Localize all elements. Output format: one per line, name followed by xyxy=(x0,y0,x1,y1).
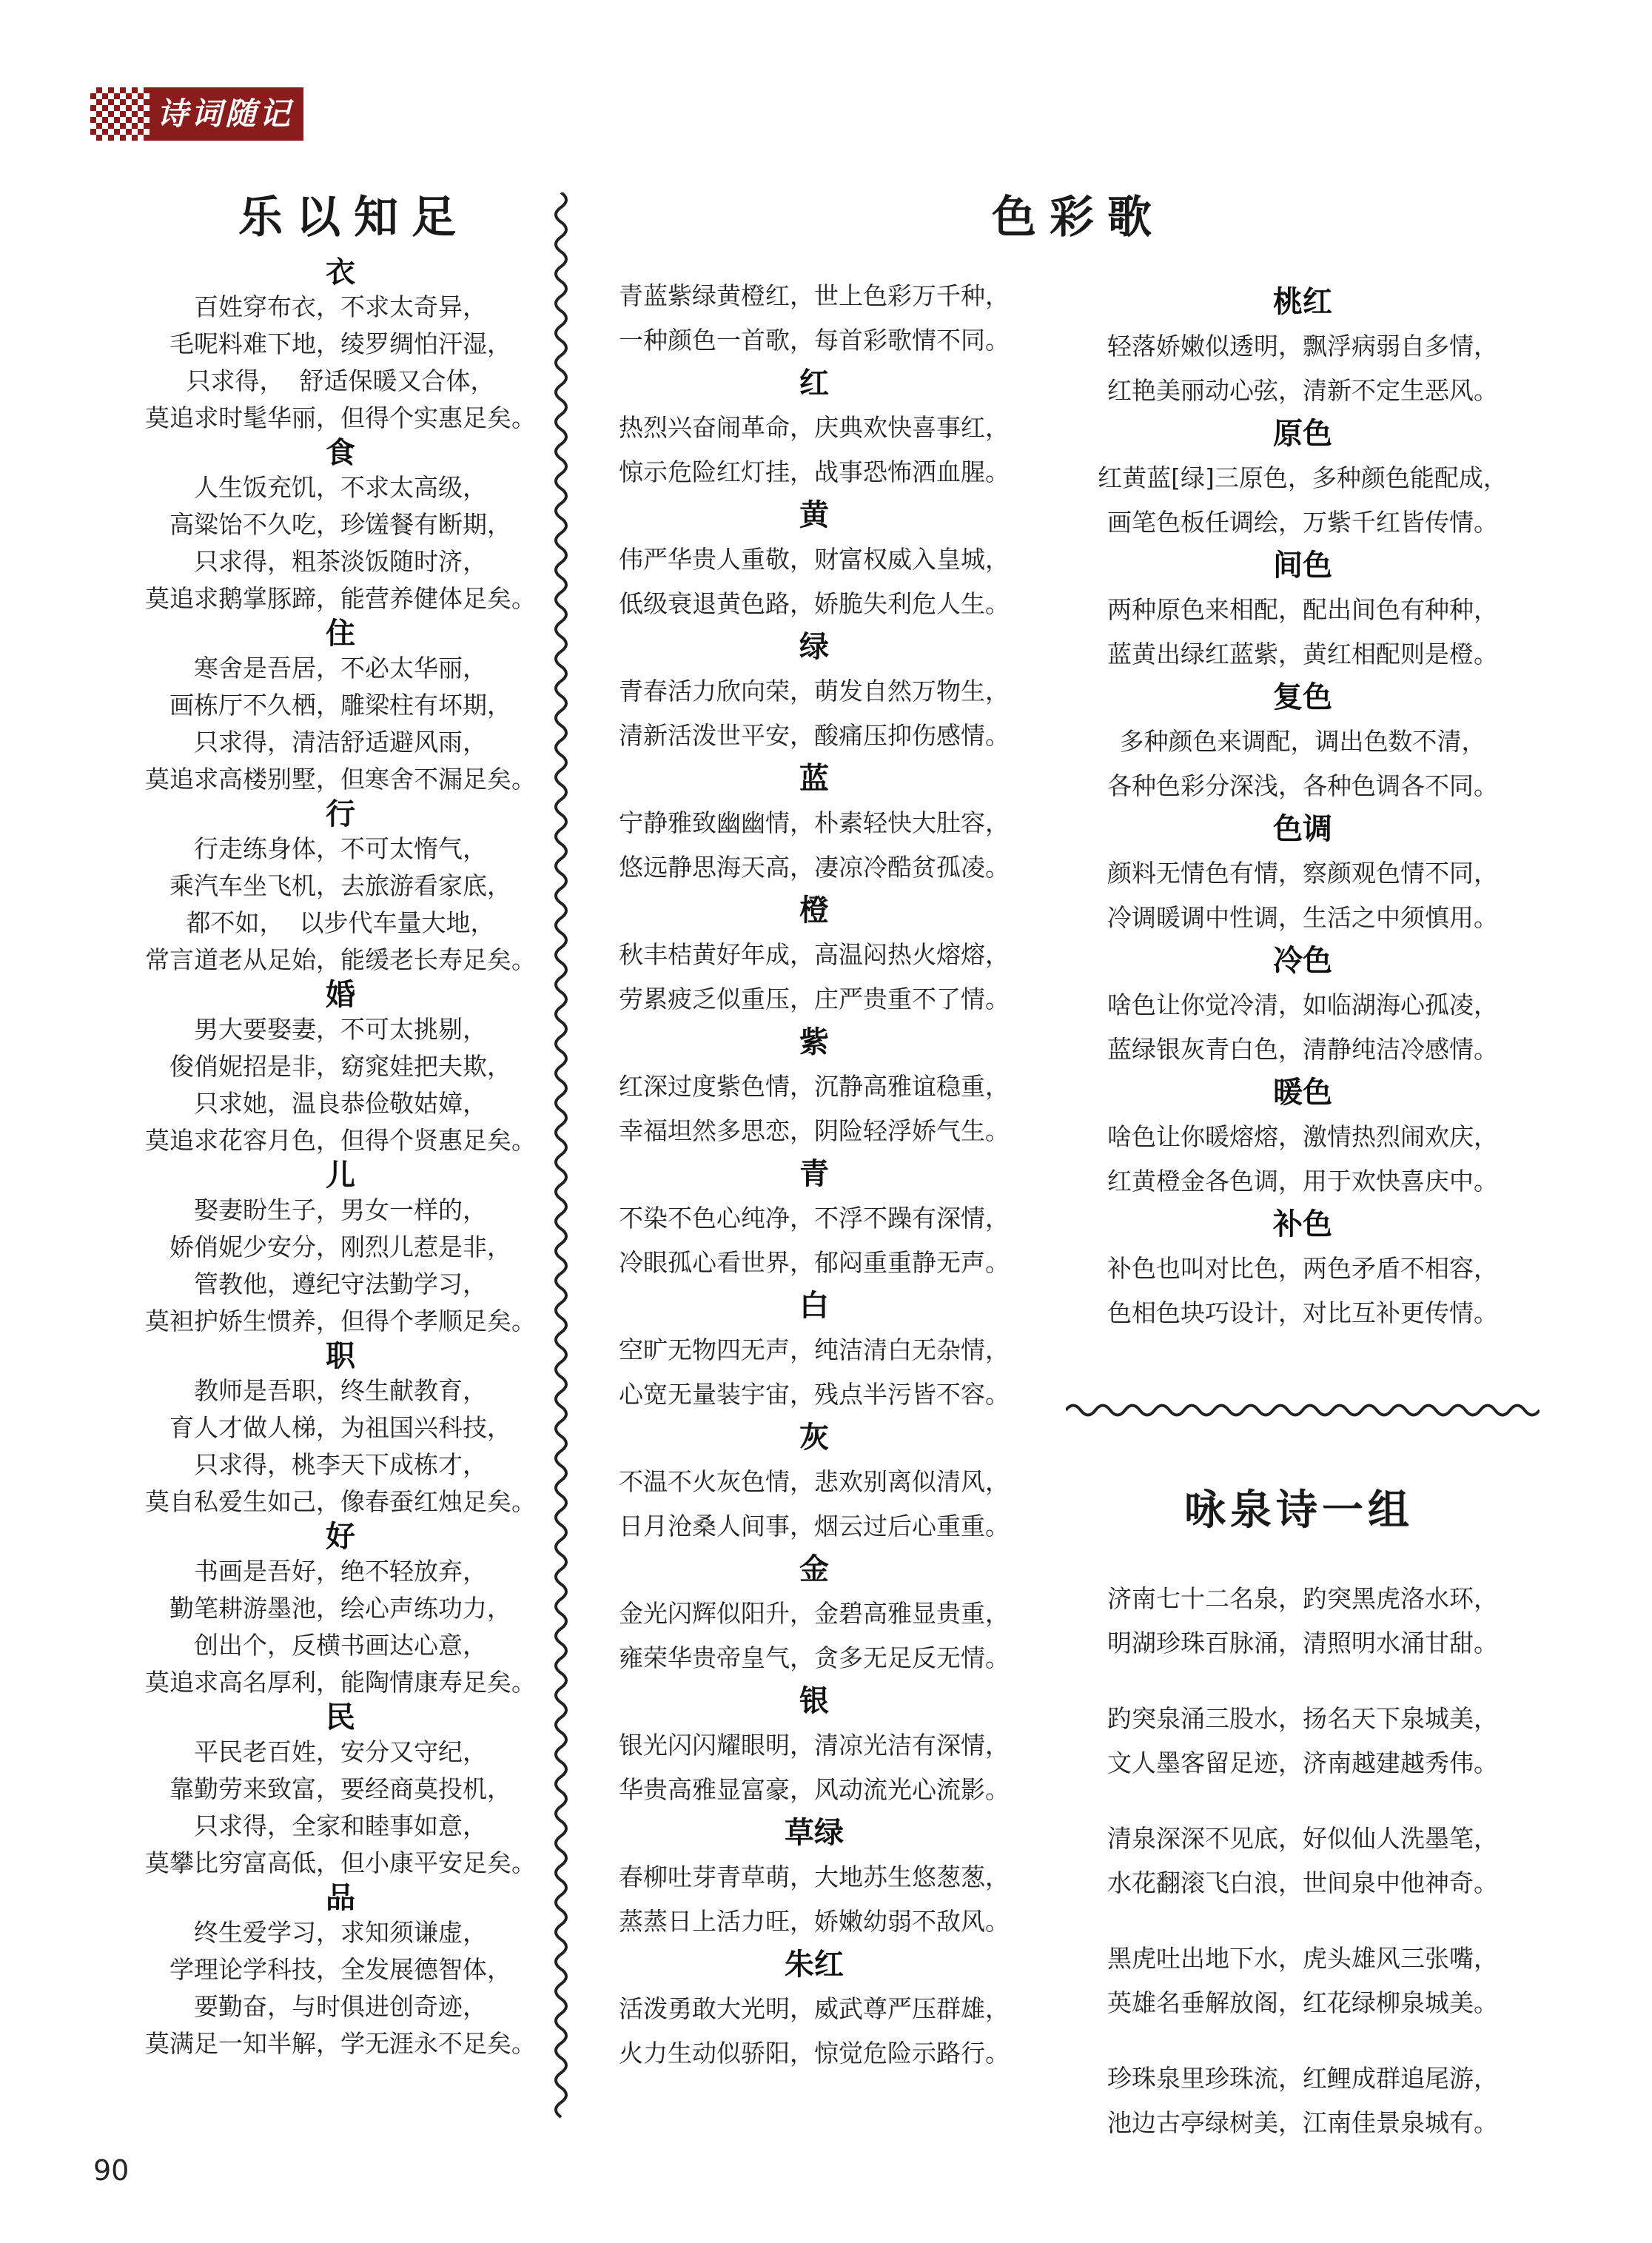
poem-line: 只求她，温良恭俭敬姑嫜， xyxy=(194,1089,487,1118)
section-heading: 好 xyxy=(326,1520,355,1554)
poem-line: 各种色彩分深浅，各种色调各不同。 xyxy=(1107,771,1498,800)
color-heading: 桃红 xyxy=(1273,285,1332,319)
poem-line: 只求得，桃李天下成栋才， xyxy=(194,1450,487,1479)
poem-line: 画栋厅不久栖，雕梁柱有坏期， xyxy=(169,691,511,720)
poem-line: 莫追求鹅掌豚蹄，能营养健体足矣。 xyxy=(145,584,536,613)
poem-line: 俊俏妮招是非，窈窕娃把夫欺， xyxy=(169,1052,511,1081)
poem-line: 明湖珍珠百脉涌，清照明水涌甘甜。 xyxy=(1107,1629,1498,1657)
color-heading: 草绿 xyxy=(785,1816,844,1850)
poem-line: 水花翻滚飞白浪，世间泉中他神奇。 xyxy=(1107,1868,1498,1897)
poem-line: 蓝黄出绿红蓝紫，黄红相配则是橙。 xyxy=(1107,640,1498,668)
color-heading: 黄 xyxy=(799,498,829,532)
right-poem-body xyxy=(1066,280,1539,1335)
intro-line: 青蓝紫绿黄橙红，世上色彩万千种， xyxy=(619,281,1010,310)
poem-line: 文人墨客留足迹，济南越建越秀伟。 xyxy=(1107,1749,1498,1777)
poem-line: 靠勤劳来致富，要经商莫投机， xyxy=(169,1774,511,1803)
vertical-wavy-divider xyxy=(548,192,574,2132)
poem-line: 金光闪辉似阳升，金碧高雅显贵重， xyxy=(619,1599,1010,1628)
poem-line: 学理论学科技，全发展德智体， xyxy=(169,1955,511,1984)
poem-line: 创出个，反横书画达心意， xyxy=(194,1631,487,1660)
poem-line: 冷调暖调中性调，生活之中须慎用。 xyxy=(1107,903,1498,932)
poem-line: 百姓穿布衣，不求太奇异， xyxy=(194,292,487,321)
poem-line: 红黄橙金各色调，用于欢快喜庆中。 xyxy=(1107,1167,1498,1196)
color-heading: 补色 xyxy=(1273,1207,1332,1241)
poem-line: 不温不火灰色情，悲欢别离似清风， xyxy=(619,1467,1010,1496)
poem-line: 颜料无情色有情，察颜观色情不同， xyxy=(1107,859,1498,888)
stanza xyxy=(1081,1577,1525,1666)
poem-line: 春柳吐芽青草萌，大地苏生悠葱葱， xyxy=(619,1863,1010,1891)
poem-line: 只求得，全家和睦事如意， xyxy=(194,1811,487,1840)
section-heading: 职 xyxy=(326,1339,355,1373)
poem-line: 不染不色心纯净，不浮不躁有深情， xyxy=(619,1204,1010,1233)
poem-line: 莫追求高名厚利，能陶情康寿足矣。 xyxy=(145,1668,536,1697)
poem-line: 宁静雅致幽幽情，朴素轻快大肚容， xyxy=(619,808,1010,837)
poem-line: 终生爱学习，求知须谦虚， xyxy=(194,1918,487,1947)
middle-title: 色彩歌 xyxy=(992,192,1165,244)
poem-line: 莫满足一知半解，学无涯永不足矣。 xyxy=(145,2029,536,2058)
poem-line: 都不如， 以步代车量大地， xyxy=(186,908,495,937)
poem-line: 高粱饴不久吃，珍馐餐有断期， xyxy=(169,510,511,539)
poem-line: 济南七十二名泉，趵突黑虎洛水环， xyxy=(1107,1584,1498,1613)
color-heading: 紫 xyxy=(799,1025,829,1059)
left-column xyxy=(118,188,563,2062)
poem-line: 银光闪闪耀眼明，清凉光洁有深情， xyxy=(619,1731,1010,1760)
poem-line: 书画是吾好，绝不轻放弃， xyxy=(194,1557,487,1586)
poem-line: 人生饭充饥，不求太高级， xyxy=(194,473,487,502)
poem-line: 火力生动似骄阳，惊觉危险示路行。 xyxy=(619,2039,1010,2068)
poem-line: 活泼勇敢大光明，威武尊严压群雄， xyxy=(619,1994,1010,2023)
poem-line: 画笔色板任调绘，万紫千红皆传情。 xyxy=(1107,508,1498,537)
poem-line: 莫自私爱生如己，像春蚕红烛足矣。 xyxy=(145,1487,536,1516)
color-heading: 间色 xyxy=(1273,549,1332,583)
left-title: 乐以知足 xyxy=(238,192,469,244)
color-heading: 朱红 xyxy=(785,1948,844,1982)
section-tag-label: 诗词随记 xyxy=(150,87,303,141)
poem-line: 莫攀比穷富高低，但小康平安足矣。 xyxy=(145,1848,536,1877)
poem-line: 蓝绿银灰青白色，清静纯洁冷感情。 xyxy=(1107,1035,1498,1064)
horizontal-wavy-divider xyxy=(1066,1399,1539,1421)
poem-line: 幸福坦然多思恋，阴险轻浮娇气生。 xyxy=(619,1116,1010,1145)
poem-line: 悠远静思海天高，凄凉冷酷贫孤凌。 xyxy=(619,853,1010,882)
poem-line: 色相色块巧设计，对比互补更传情。 xyxy=(1107,1298,1498,1327)
color-heading: 红 xyxy=(799,366,829,400)
poem-line: 莫追求时髦华丽，但得个实惠足矣。 xyxy=(145,403,536,432)
poem-line: 男大要娶妻，不可太挑剔， xyxy=(194,1015,487,1044)
poem-line: 乘汽车坐飞机，去旅游看家底， xyxy=(169,871,511,900)
poem-line: 莫追求花容月色，但得个贤惠足矣。 xyxy=(145,1126,536,1155)
color-heading: 橙 xyxy=(799,893,829,928)
spring-title: 咏泉诗一组 xyxy=(1184,1486,1414,1535)
poem-line: 管教他，遵纪守法勤学习， xyxy=(194,1270,487,1298)
poem-line: 伟严华贵人重敬，财富权威入皇城， xyxy=(619,545,1010,574)
poem-line: 黑虎吐出地下水，虎头雄风三张嘴， xyxy=(1107,1944,1498,1973)
poem-line: 教师是吾职，终生献教育， xyxy=(194,1376,487,1405)
poem-line: 红深过度紫色情，沉静高雅谊稳重， xyxy=(619,1072,1010,1101)
color-heading: 复色 xyxy=(1273,680,1332,714)
poem-line: 空旷无物四无声，纯洁清白无杂情， xyxy=(619,1335,1010,1364)
poem-line: 日月沧桑人间事，烟云过后心重重。 xyxy=(619,1512,1010,1540)
section-heading: 住 xyxy=(326,617,355,651)
poem-line: 雍荣华贵帝皇气，贪多无足反无情。 xyxy=(619,1643,1010,1672)
color-heading: 蓝 xyxy=(799,762,829,796)
poem-line: 只求得，清洁舒适避风雨， xyxy=(194,728,487,757)
poem-line: 啥色让你觉冷清，如临湖海心孤凌， xyxy=(1107,990,1498,1019)
stanza xyxy=(1081,1937,1525,2025)
section-heading: 民 xyxy=(326,1700,355,1734)
color-heading: 金 xyxy=(799,1552,829,1586)
section-heading: 品 xyxy=(326,1881,355,1915)
stanza xyxy=(1081,1697,1525,1786)
middle-column xyxy=(600,188,1029,2076)
color-heading: 银 xyxy=(799,1684,829,1718)
stanza xyxy=(1081,1817,1525,1905)
right-column xyxy=(1066,188,1539,1335)
poem-line: 红艳美丽动心弦，清新不定生恶风。 xyxy=(1107,376,1498,405)
poem-line: 冷眼孤心看世界，郁闷重重静无声。 xyxy=(619,1248,1010,1277)
poem-line: 只求得， 舒适保暖又合体， xyxy=(186,366,495,395)
poem-line: 行走练身体，不可太惰气， xyxy=(194,834,487,863)
poem-line: 清泉深深不见底，好似仙人洗墨笔， xyxy=(1107,1824,1498,1853)
color-heading: 冷色 xyxy=(1273,944,1332,978)
poem-line: 低级衰退黄色路，娇脆失利危人生。 xyxy=(619,589,1010,618)
poem-line: 青春活力欣向荣，萌发自然万物生， xyxy=(619,677,1010,705)
poem-line: 寒舍是吾居，不必太华丽， xyxy=(194,654,487,683)
page-number: 90 xyxy=(93,2154,130,2187)
poem-line: 惊示危险红灯挂，战事恐怖洒血腥。 xyxy=(619,457,1010,486)
color-heading: 绿 xyxy=(799,630,829,664)
poem-line: 只求得，粗茶淡饭随时济， xyxy=(194,547,487,576)
color-heading: 白 xyxy=(799,1289,829,1323)
poem-line: 娶妻盼生子，男女一样的， xyxy=(194,1196,487,1224)
poem-line: 轻落娇嫩似透明，飘浮病弱自多情， xyxy=(1107,332,1498,361)
color-heading: 原色 xyxy=(1273,417,1332,451)
poem-line: 清新活泼世平安，酸痛压抑伤感情。 xyxy=(619,721,1010,750)
poem-line: 平民老百姓，安分又守纪， xyxy=(194,1737,487,1766)
poem-line: 珍珠泉里珍珠流，红鲤成群追尾游， xyxy=(1107,2064,1498,2093)
poem-line: 热烈兴奋闹革命，庆典欢快喜事红， xyxy=(619,413,1010,442)
intro-line: 一种颜色一首歌，每首彩歌情不同。 xyxy=(619,326,1010,355)
poem-line: 娇俏妮少安分，刚烈儿惹是非， xyxy=(169,1233,511,1261)
poem-line: 常言道老从足始，能缓老长寿足矣。 xyxy=(145,945,536,974)
left-poem-body xyxy=(118,256,563,2062)
color-heading: 暖色 xyxy=(1273,1076,1332,1110)
poem-line: 多种颜色来调配，调出色数不清， xyxy=(1119,727,1486,756)
section-tag xyxy=(90,87,303,141)
section-heading: 行 xyxy=(326,797,355,831)
poem-line: 蒸蒸日上活力旺，娇嫩幼弱不敌风。 xyxy=(619,1907,1010,1936)
section-heading: 儿 xyxy=(326,1159,355,1193)
poem-line: 莫追求高楼别墅，但寒舍不漏足矣。 xyxy=(145,765,536,794)
poem-line: 要勤奋，与时俱进创奇迹， xyxy=(194,1992,487,2021)
poem-line: 池边古亭绿树美，江南佳景泉城有。 xyxy=(1107,2108,1498,2137)
poem-line: 秋丰桔黄好年成，高温闷热火熔熔， xyxy=(619,940,1010,969)
poem-line: 心宽无量装宇宙，残点半污皆不容。 xyxy=(619,1380,1010,1409)
poem-line: 红黄蓝[绿]三原色，多种颜色能配成， xyxy=(1098,463,1508,492)
spring-poems xyxy=(1081,1577,1525,2176)
poem-line: 啥色让你暖熔熔，激情热烈闹欢庆， xyxy=(1107,1122,1498,1151)
poem-line: 毛呢料难下地，绫罗绸怕汗湿， xyxy=(169,329,511,358)
color-heading: 色调 xyxy=(1273,812,1332,846)
poem-line: 华贵高雅显富豪，风动流光心流影。 xyxy=(619,1775,1010,1804)
stanza xyxy=(1081,2056,1525,2145)
poem-line: 劳累疲乏似重压，庄严贵重不了情。 xyxy=(619,985,1010,1013)
checker-pattern-icon xyxy=(90,87,150,141)
color-heading: 灰 xyxy=(799,1421,829,1455)
poem-line: 两种原色来相配，配出间色有种种， xyxy=(1107,595,1498,624)
section-heading: 婚 xyxy=(326,978,355,1012)
poem-line: 育人才做人梯，为祖国兴科技， xyxy=(169,1413,511,1442)
color-heading: 青 xyxy=(799,1157,829,1191)
poem-line: 勤笔耕游墨池，绘心声练功力， xyxy=(169,1594,511,1623)
section-heading: 食 xyxy=(326,436,355,470)
poem-line: 趵突泉涌三股水，扬名天下泉城美， xyxy=(1107,1704,1498,1733)
poem-line: 补色也叫对比色，两色矛盾不相容， xyxy=(1107,1254,1498,1283)
poem-line: 莫袒护娇生惯养，但得个孝顺足矣。 xyxy=(145,1307,536,1335)
middle-poem-body xyxy=(600,274,1029,2076)
section-heading: 衣 xyxy=(326,255,355,289)
poem-line: 英雄名垂解放阁，红花绿柳泉城美。 xyxy=(1107,1988,1498,2017)
